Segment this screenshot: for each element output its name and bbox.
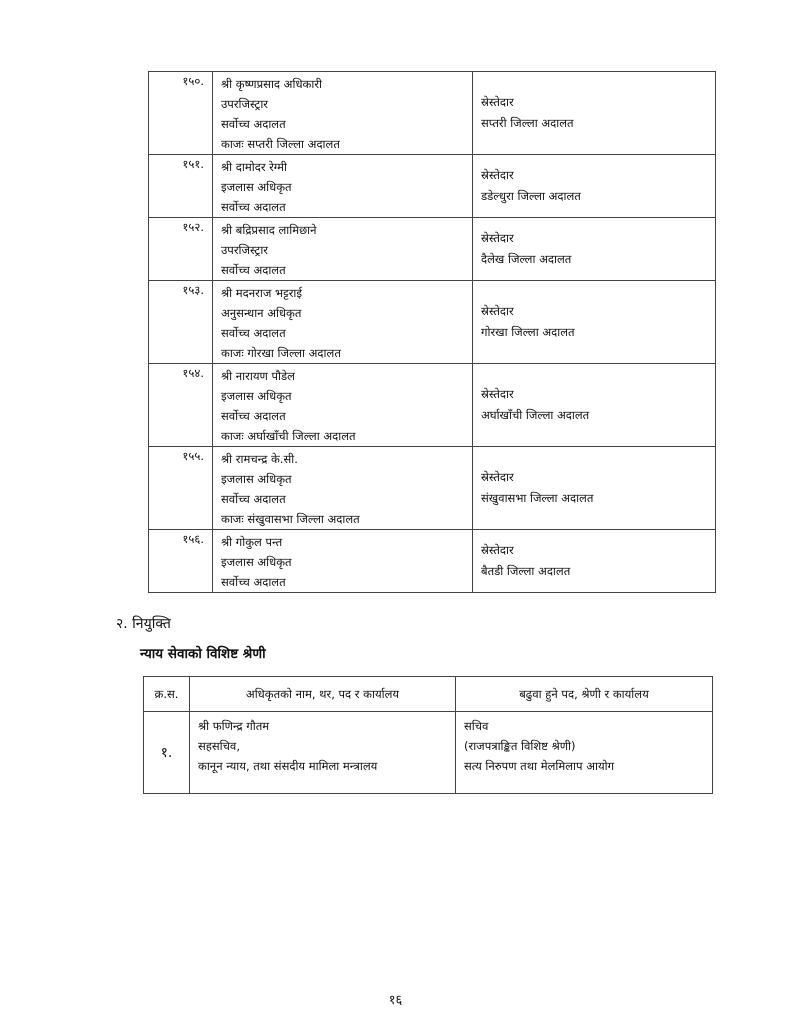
table-row (149, 530, 716, 593)
table-row (149, 364, 716, 447)
officer-post: इजलास अधिकृत (221, 180, 292, 194)
serial-number: १५०. (149, 72, 213, 155)
officer-office: सर्वोच्च अदालत (221, 200, 286, 214)
new-office: डडेल्धुरा जिल्ला अदालत (481, 189, 581, 203)
table-header-row (144, 677, 713, 712)
current-post-cell (213, 72, 473, 155)
table-row (144, 712, 713, 794)
promotion-cell (456, 712, 713, 794)
officer-office: सर्वोच्च अदालत (221, 575, 286, 589)
current-post-cell (213, 218, 473, 281)
current-post-cell (213, 530, 473, 593)
officer-office: कानून न्याय, तथा संसदीय मामिला मन्त्रालय (198, 759, 378, 773)
new-post: स्रेस्तेदार (481, 95, 514, 109)
column-header-officer: अधिकृतको नाम, थर, पद र कार्यालय (190, 677, 456, 712)
officer-deputation: काजः गोरखा जिल्ला अदालत (221, 346, 341, 360)
new-office: सप्तरी जिल्ला अदालत (481, 116, 574, 130)
transfer-table (148, 71, 716, 593)
officer-post: उपरजिस्ट्रार (221, 97, 269, 111)
column-header-promotion: बढुवा हुने पद, श्रेणी र कार्यालय (456, 677, 713, 712)
page-number: १६ (388, 993, 403, 1008)
officer-name: श्री गोकुल पन्त (221, 535, 283, 549)
table-row (149, 218, 716, 281)
officer-post: सहसचिव, (198, 739, 240, 753)
officer-cell (190, 712, 456, 794)
officer-office: सर्वोच्च अदालत (221, 326, 286, 340)
new-post: स्रेस्तेदार (481, 387, 514, 401)
new-post: स्रेस्तेदार (481, 231, 514, 245)
new-post-cell (473, 530, 716, 593)
new-post-cell (473, 72, 716, 155)
officer-name: श्री नारायण पौडेल (221, 369, 295, 383)
table-row (149, 447, 716, 530)
current-post-cell (213, 281, 473, 364)
current-post-cell (213, 155, 473, 218)
new-post: स्रेस्तेदार (481, 304, 514, 318)
officer-office: सर्वोच्च अदालत (221, 263, 286, 277)
new-post-cell (473, 218, 716, 281)
table-row (149, 72, 716, 155)
table-row (149, 281, 716, 364)
table-row (149, 155, 716, 218)
new-post: सचिव (464, 719, 489, 733)
officer-post: इजलास अधिकृत (221, 555, 292, 569)
new-office: दैलेख जिल्ला अदालत (481, 252, 572, 266)
new-office: सत्य निरुपण तथा मेलमिलाप आयोग (464, 759, 615, 773)
officer-deputation: काजः संखुवासभा जिल्ला अदालत (221, 512, 360, 526)
officer-post: इजलास अधिकृत (221, 389, 292, 403)
new-post-cell (473, 281, 716, 364)
officer-deputation: काजः सप्तरी जिल्ला अदालत (221, 137, 340, 151)
serial-number: १५२. (149, 218, 213, 281)
serial-number: १५४. (149, 364, 213, 447)
section-title: २. नियुक्ति (116, 616, 171, 632)
serial-number: १५१. (149, 155, 213, 218)
new-office: अर्घाखाँची जिल्ला अदालत (481, 408, 590, 422)
new-office: संखुवासभा जिल्ला अदालत (481, 491, 594, 505)
new-post: स्रेस्तेदार (481, 168, 514, 182)
officer-name: श्री रामचन्द्र के.सी. (221, 452, 298, 466)
officer-deputation: काजः अर्घाखाँची जिल्ला अदालत (221, 429, 356, 443)
new-post-cell (473, 364, 716, 447)
officer-office: सर्वोच्च अदालत (221, 117, 286, 131)
officer-office: सर्वोच्च अदालत (221, 409, 286, 423)
current-post-cell (213, 364, 473, 447)
officer-name: श्री फणिन्द्र गौतम (198, 719, 270, 733)
new-post: स्रेस्तेदार (481, 470, 514, 484)
new-office: गोरखा जिल्ला अदालत (481, 325, 575, 339)
serial-number: १५६. (149, 530, 213, 593)
new-post-cell (473, 155, 716, 218)
new-office: बैतडी जिल्ला अदालत (481, 564, 571, 578)
officer-name: श्री कृष्णप्रसाद अधिकारी (221, 77, 323, 91)
officer-post: इजलास अधिकृत (221, 472, 292, 486)
new-post-cell (473, 447, 716, 530)
current-post-cell (213, 447, 473, 530)
serial-number: १. (144, 712, 190, 794)
officer-name: श्री मदनराज भट्टराई (221, 286, 303, 300)
officer-office: सर्वोच्च अदालत (221, 492, 286, 506)
serial-number: १५३. (149, 281, 213, 364)
officer-post: उपरजिस्ट्रार (221, 243, 269, 257)
column-header-serial: क्र.स. (144, 677, 190, 712)
appointment-table (143, 676, 713, 794)
new-grade: (राजपत्राङ्कित विशिष्ट श्रेणी) (464, 739, 576, 753)
section-subtitle: न्याय सेवाको विशिष्ट श्रेणी (140, 646, 266, 662)
new-post: स्रेस्तेदार (481, 543, 514, 557)
officer-name: श्री बद्रिप्रसाद लामिछाने (221, 223, 317, 237)
officer-post: अनुसन्धान अधिकृत (221, 306, 302, 320)
serial-number: १५५. (149, 447, 213, 530)
officer-name: श्री दामोदर रेग्मी (221, 160, 287, 174)
